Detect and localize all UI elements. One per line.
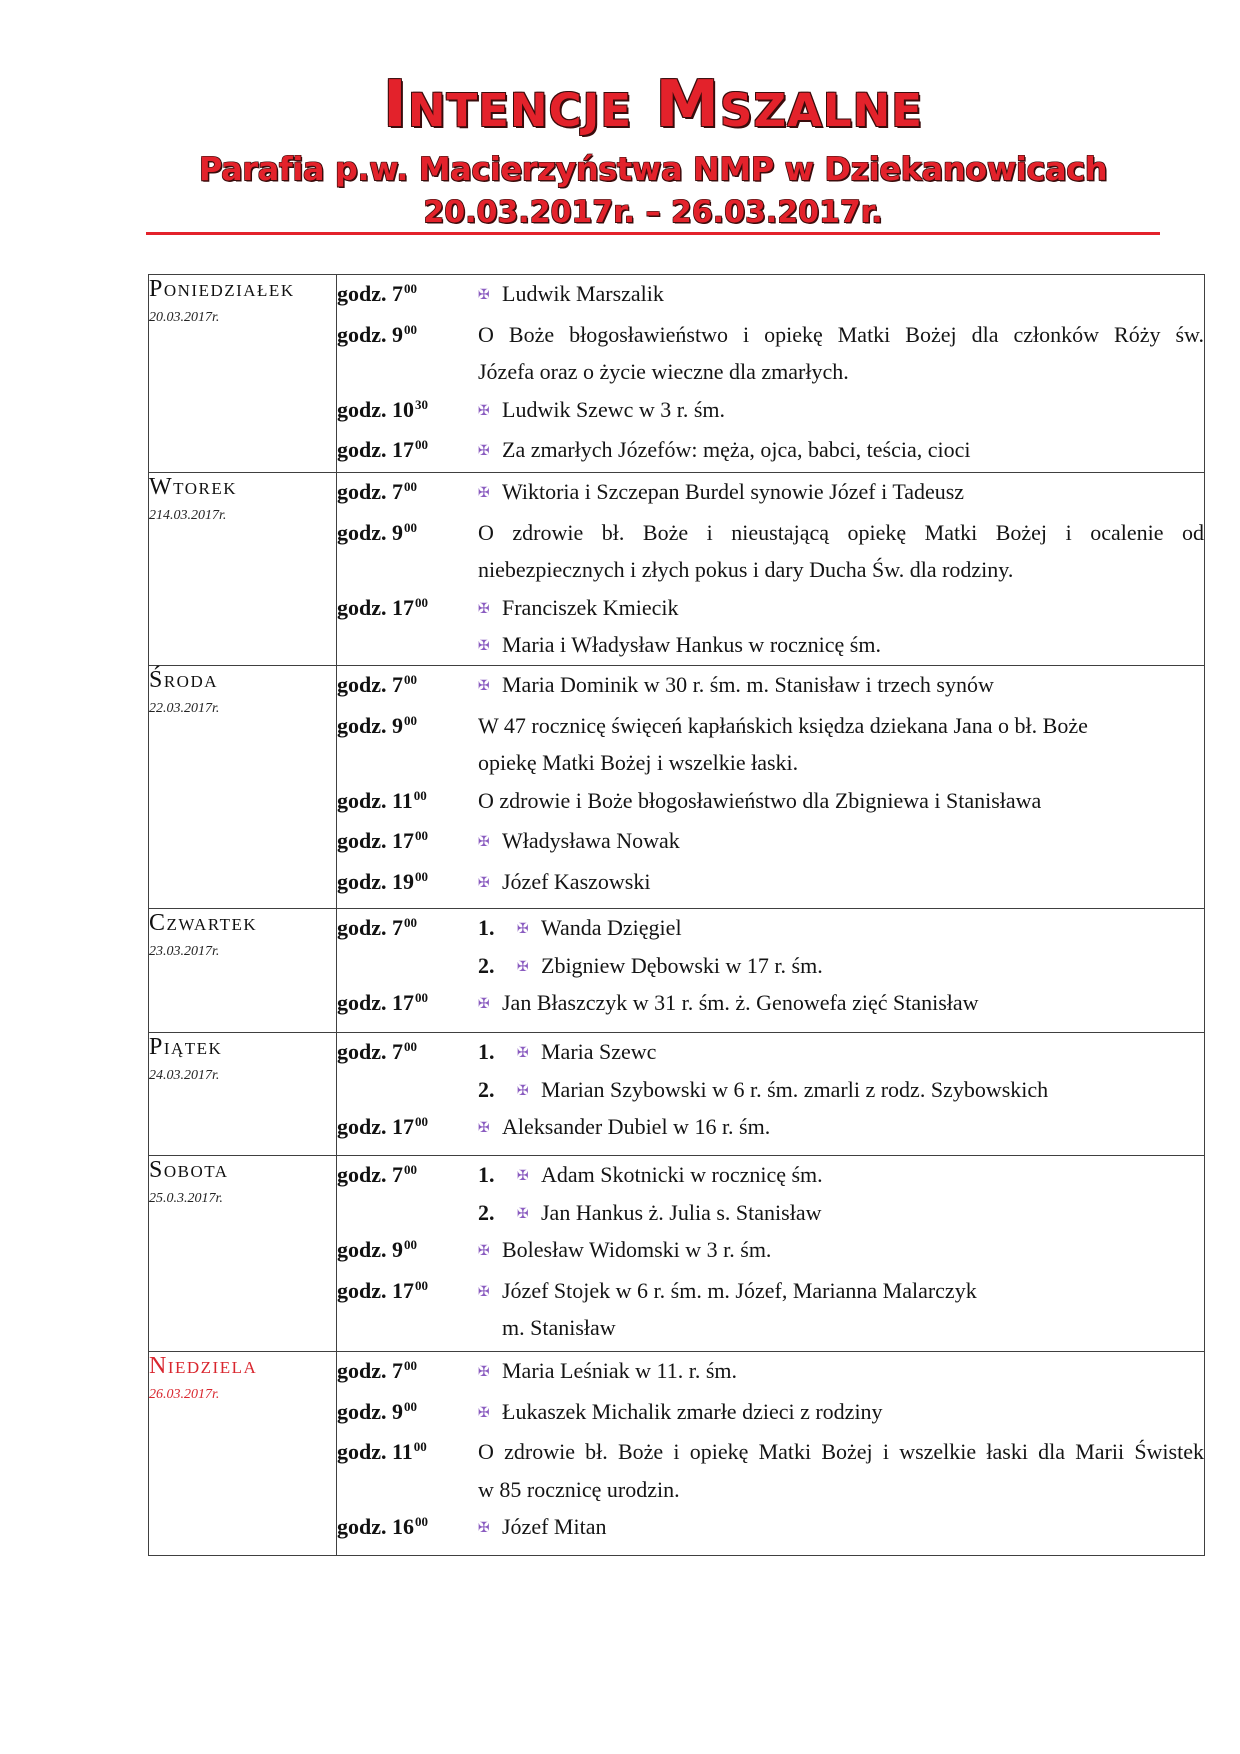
mass-entry: [337, 822, 1204, 863]
time-minutes: 00: [404, 1357, 417, 1373]
mass-list: [337, 1032, 1205, 1155]
intention-line: [478, 589, 1204, 627]
intention-line: [478, 391, 1204, 429]
mass-time: [337, 1272, 478, 1313]
intention: [478, 431, 1204, 469]
day-row: [149, 908, 1205, 1032]
time-prefix: godz.: [337, 396, 387, 422]
page-title: Intencje Mszalne: [383, 68, 923, 142]
mass-entry: [337, 431, 1204, 472]
intention-list: [478, 984, 1204, 1022]
intention-line: [478, 1156, 1204, 1194]
intention-line: [478, 1194, 1204, 1232]
maltese-cross-icon: [517, 1046, 541, 1060]
time-prefix: godz.: [337, 478, 387, 504]
day-row: [149, 1155, 1205, 1351]
intention-line: [478, 1508, 1204, 1546]
mass-time: [337, 275, 478, 316]
intention: [478, 947, 1204, 985]
mass-entry: [337, 1352, 1204, 1393]
intention: [478, 391, 1204, 429]
time-hour: 7: [392, 1161, 403, 1187]
maltese-cross-icon: [517, 960, 541, 974]
intention-list: [478, 1508, 1204, 1546]
intention-text: Jan Hankus ż. Julia s. Stanisław: [541, 1199, 822, 1225]
intention-line: [478, 275, 1204, 313]
intention-list: [478, 316, 1204, 391]
time-hour: 17: [392, 990, 414, 1016]
mass-time: [337, 1108, 478, 1149]
time-prefix: godz.: [337, 1357, 387, 1383]
time-minutes: 00: [404, 478, 417, 494]
time-minutes: 00: [415, 1114, 428, 1130]
intention-line: [478, 947, 1204, 985]
intention-line: [478, 863, 1204, 901]
intention-list: [478, 863, 1204, 901]
time-prefix: godz.: [337, 437, 387, 463]
time-minutes: 00: [413, 787, 427, 803]
day-cell: [149, 1032, 337, 1155]
time-minutes: 00: [415, 1514, 428, 1530]
time-hour: 7: [392, 1038, 403, 1064]
mass-list: [337, 1351, 1205, 1555]
day-row: [149, 665, 1205, 908]
intention-line: [478, 984, 1204, 1022]
mass-time: [337, 1433, 478, 1474]
maltese-cross-icon: [478, 602, 502, 616]
intention: [478, 707, 1204, 782]
time-hour: 11: [392, 787, 413, 813]
intention-text: O zdrowie bł. Boże i nieustającą opiekę Matki Bożej i ocalenie od: [478, 519, 1204, 545]
intention-list: [478, 666, 1204, 704]
time-prefix: godz.: [337, 828, 387, 854]
mass-entry: [337, 275, 1204, 316]
intention-text: Maria Dominik w 30 r. śm. m. Stanisław i trzech synów: [502, 671, 994, 697]
intention-list: [478, 391, 1204, 429]
intention-line: [478, 1272, 1204, 1310]
time-prefix: godz.: [337, 914, 387, 940]
mass-time: [337, 1231, 478, 1272]
mass-time: [337, 391, 478, 432]
time-minutes: 00: [415, 868, 428, 884]
maltese-cross-icon: [478, 1521, 502, 1535]
date-range: 20.03.2017r. – 26.03.2017r.: [423, 195, 883, 230]
intention-list: [478, 431, 1204, 469]
intention: [478, 984, 1204, 1022]
mass-entry: [337, 984, 1204, 1025]
intention: [478, 1352, 1204, 1390]
intention-list: [478, 1393, 1204, 1431]
mass-entry: [337, 666, 1204, 707]
day-row: [149, 1351, 1205, 1555]
intention-line: [478, 1231, 1204, 1269]
mass-list: [337, 472, 1205, 665]
intention: [478, 1071, 1204, 1109]
intention-text: Bolesław Widomski w 3 r. śm.: [502, 1237, 772, 1263]
mass-entry: [337, 1108, 1204, 1149]
time-prefix: godz.: [337, 519, 387, 545]
schedule-body: [149, 275, 1205, 1556]
maltese-cross-icon: [478, 835, 502, 849]
intention-text: Wanda Dzięgiel: [541, 914, 682, 940]
mass-list: [337, 275, 1205, 473]
intention: [478, 822, 1204, 860]
time-minutes: 00: [404, 1161, 417, 1177]
time-hour: 17: [392, 1114, 414, 1140]
intention-text: Maria Szewc: [541, 1038, 657, 1064]
maltese-cross-icon: [517, 1169, 541, 1183]
day-name: Piątek: [149, 1033, 223, 1060]
intention: [478, 514, 1204, 589]
mass-entry: [337, 391, 1204, 432]
time-prefix: godz.: [337, 1161, 387, 1187]
title-divider: [146, 232, 1160, 235]
day-date: 25.0.3.2017r.: [149, 1190, 223, 1206]
mass-entry: [337, 1033, 1204, 1108]
mass-time: [337, 822, 478, 863]
intention-text: Józef Kaszowski: [502, 868, 651, 894]
mass-time: [337, 863, 478, 904]
intention-line: [478, 1033, 1204, 1071]
maltese-cross-icon: [478, 1406, 502, 1420]
maltese-cross-icon: [478, 1365, 502, 1379]
time-minutes: 00: [404, 712, 417, 728]
day-cell: [149, 1351, 337, 1555]
intention-list: [478, 514, 1204, 589]
intention: [478, 909, 1204, 947]
day-name: Czwartek: [149, 909, 258, 936]
time-hour: 9: [392, 1398, 403, 1424]
intention-list: [478, 1433, 1204, 1508]
intention-text: Wiktoria i Szczepan Burdel synowie Józef i Tadeusz: [502, 478, 965, 504]
maltese-cross-icon: [478, 639, 502, 653]
intention-number: 1.: [478, 1038, 495, 1064]
mass-entry: [337, 707, 1204, 782]
day-name: Sobota: [149, 1156, 229, 1183]
intention-line: [478, 744, 1204, 782]
time-minutes: 00: [415, 594, 428, 610]
day-date: 22.03.2017r.: [149, 700, 220, 716]
intention-number: 1.: [478, 914, 495, 940]
time-prefix: godz.: [337, 1277, 387, 1303]
time-minutes: 00: [404, 1038, 417, 1054]
intention-number: 2.: [478, 1199, 495, 1225]
maltese-cross-icon: [478, 404, 502, 418]
intention-text: W 47 rocznicę święceń kapłańskich księdza dziekana Jana o bł. Boże: [478, 712, 1088, 738]
intention: [478, 666, 1204, 704]
intention: [478, 589, 1204, 627]
time-minutes: 00: [415, 828, 428, 844]
intention-text: Jan Błaszczyk w 31 r. śm. ż. Genowefa zięć Stanisław: [502, 990, 979, 1016]
time-hour: 7: [392, 478, 403, 504]
intention-list: [478, 1231, 1204, 1269]
time-minutes: 00: [404, 1237, 417, 1253]
intention: [478, 1156, 1204, 1194]
intention-text: Józef Mitan: [502, 1514, 607, 1540]
mass-entry: [337, 589, 1204, 664]
intention-text: opiekę Matki Bożej i wszelkie łaski.: [478, 750, 799, 776]
time-hour: 11: [392, 1439, 413, 1465]
time-hour: 9: [392, 519, 403, 545]
intention-line: [478, 626, 1204, 664]
time-hour: 17: [392, 1277, 414, 1303]
intention-list: [478, 707, 1204, 782]
day-date: 24.03.2017r.: [149, 1067, 220, 1083]
intention-text: O Boże błogosławieństwo i opiekę Matki Bożej dla członków Róży św.: [478, 321, 1204, 347]
intention-text: Adam Skotnicki w rocznicę śm.: [541, 1161, 823, 1187]
intention-text: m. Stanisław: [502, 1315, 616, 1341]
intention: [478, 1272, 1204, 1347]
intention-number: 2.: [478, 952, 495, 978]
mass-time: [337, 431, 478, 472]
intention-list: [478, 589, 1204, 664]
time-prefix: godz.: [337, 1038, 387, 1064]
time-minutes: 00: [404, 281, 417, 296]
time-hour: 10: [392, 396, 414, 422]
intention-line: [478, 1433, 1204, 1471]
intention-text: Aleksander Dubiel w 16 r. śm.: [502, 1114, 771, 1140]
intention-text: w 85 rocznicę urodzin.: [478, 1476, 680, 1502]
mass-time: [337, 984, 478, 1025]
mass-time: [337, 1393, 478, 1434]
time-prefix: godz.: [337, 868, 387, 894]
time-minutes: 00: [404, 321, 417, 337]
time-prefix: godz.: [337, 1439, 387, 1465]
intention-list: [478, 1108, 1204, 1146]
intention: [478, 1508, 1204, 1546]
time-prefix: godz.: [337, 712, 387, 738]
intention-text: Łukaszek Michalik zmarłe dzieci z rodziny: [502, 1398, 883, 1424]
mass-time: [337, 1352, 478, 1393]
intention: [478, 626, 1204, 664]
maltese-cross-icon: [478, 997, 502, 1011]
time-hour: 7: [392, 281, 403, 306]
mass-entry: [337, 473, 1204, 514]
intention-line: [478, 551, 1204, 589]
mass-time: [337, 666, 478, 707]
time-minutes: 30: [415, 396, 428, 412]
mass-time: [337, 707, 478, 748]
maltese-cross-icon: [478, 1285, 502, 1299]
mass-time: [337, 909, 478, 950]
intention-line: [478, 514, 1204, 552]
intention-text: Za zmarłych Józefów: męża, ojca, babci, teścia, cioci: [502, 437, 971, 463]
time-prefix: godz.: [337, 1237, 387, 1263]
intention: [478, 316, 1204, 391]
time-prefix: godz.: [337, 281, 387, 306]
day-row: [149, 472, 1205, 665]
maltese-cross-icon: [517, 1084, 541, 1098]
mass-time: [337, 316, 478, 357]
time-prefix: godz.: [337, 1398, 387, 1424]
intention: [478, 1433, 1204, 1508]
intention-line: [478, 1352, 1204, 1390]
time-hour: 7: [392, 914, 403, 940]
intention-line: [478, 1071, 1204, 1109]
time-minutes: 00: [415, 437, 428, 453]
intention-line: [478, 782, 1204, 820]
day-row: [149, 1032, 1205, 1155]
mass-entry: [337, 1231, 1204, 1272]
intention-line: [478, 1471, 1204, 1509]
mass-entry: [337, 1393, 1204, 1434]
mass-entry: [337, 1272, 1204, 1347]
intention-text: Maria Leśniak w 11. r. śm.: [502, 1357, 738, 1383]
intention-text: Ludwik Marszalik: [502, 281, 664, 306]
maltese-cross-icon: [478, 876, 502, 890]
time-hour: 19: [392, 868, 414, 894]
intention: [478, 782, 1204, 820]
time-minutes: 00: [404, 671, 417, 687]
time-minutes: 00: [413, 1439, 427, 1455]
time-minutes: 00: [404, 1398, 417, 1414]
intention-text: Józefa oraz o życie wieczne dla zmarłych.: [478, 359, 849, 385]
intention: [478, 1231, 1204, 1269]
time-hour: 9: [392, 321, 403, 347]
intention-line: [478, 1108, 1204, 1146]
intention-line: [478, 822, 1204, 860]
day-cell: [149, 275, 337, 473]
time-prefix: godz.: [337, 671, 387, 697]
intention-list: [478, 782, 1204, 820]
time-minutes: 00: [415, 1277, 428, 1293]
time-prefix: godz.: [337, 990, 387, 1016]
intention-list: [478, 1033, 1204, 1108]
day-cell: [149, 472, 337, 665]
maltese-cross-icon: [478, 288, 502, 302]
intention-text: Franciszek Kmiecik: [502, 594, 679, 620]
intention-list: [478, 1156, 1204, 1231]
parish-subtitle: Parafia p.w. Macierzyństwa NMP w Dziekanowicach: [198, 150, 1108, 188]
time-hour: 17: [392, 437, 414, 463]
maltese-cross-icon: [517, 1207, 541, 1221]
maltese-cross-icon: [478, 444, 502, 458]
mass-entry: [337, 514, 1204, 589]
mass-time: [337, 782, 478, 823]
intention-line: [478, 353, 1204, 391]
day-cell: [149, 1155, 337, 1351]
time-hour: 17: [392, 594, 414, 620]
time-hour: 9: [392, 1237, 403, 1263]
time-hour: 16: [392, 1514, 414, 1540]
mass-entry: [337, 863, 1204, 904]
intention: [478, 1194, 1204, 1232]
maltese-cross-icon: [478, 1244, 502, 1258]
intention-text: O zdrowie bł. Boże i opiekę Matki Bożej i wszelkie łaski dla Marii Świstek: [478, 1439, 1204, 1465]
intention-text: Maria i Władysław Hankus w rocznicę śm.: [502, 632, 881, 658]
intention-text: O zdrowie i Boże błogosławieństwo dla Zbigniewa i Stanisława: [478, 787, 1042, 813]
intention-line: [478, 666, 1204, 704]
intention: [478, 1393, 1204, 1431]
time-prefix: godz.: [337, 594, 387, 620]
intention-line: [478, 473, 1204, 511]
day-date: 26.03.2017r.: [149, 1386, 220, 1402]
maltese-cross-icon: [517, 922, 541, 936]
intention: [478, 1033, 1204, 1071]
time-prefix: godz.: [337, 1514, 387, 1540]
mass-entry: [337, 316, 1204, 391]
maltese-cross-icon: [478, 486, 502, 500]
intention-list: [478, 1352, 1204, 1390]
time-minutes: 00: [404, 914, 417, 930]
mass-time: [337, 514, 478, 555]
day-name: Poniedziałek: [149, 276, 295, 302]
day-row: [149, 275, 1205, 473]
time-prefix: godz.: [337, 321, 387, 347]
time-hour: 9: [392, 712, 403, 738]
day-date: 23.03.2017r.: [149, 943, 220, 959]
intention-list: [478, 822, 1204, 860]
intention-list: [478, 275, 1204, 313]
day-date: 214.03.2017r.: [149, 507, 227, 523]
time-minutes: 00: [415, 990, 428, 1006]
intention-list: [478, 909, 1204, 984]
intention-text: Ludwik Szewc w 3 r. śm.: [502, 396, 726, 422]
time-prefix: godz.: [337, 787, 387, 813]
mass-entry: [337, 1156, 1204, 1231]
day-date: 20.03.2017r.: [149, 310, 220, 325]
time-prefix: godz.: [337, 1114, 387, 1140]
intention-text: Władysława Nowak: [502, 828, 680, 854]
day-name: Niedziela: [149, 1352, 258, 1379]
day-name: Środa: [149, 666, 219, 693]
intention-line: [478, 431, 1204, 469]
intention-line: [478, 1393, 1204, 1431]
time-hour: 7: [392, 671, 403, 697]
intention: [478, 1108, 1204, 1146]
day-cell: [149, 908, 337, 1032]
intention-number: 2.: [478, 1076, 495, 1102]
mass-time: [337, 1156, 478, 1197]
mass-entry: [337, 909, 1204, 984]
mass-time: [337, 1033, 478, 1074]
time-hour: 17: [392, 828, 414, 854]
day-name: Wtorek: [149, 473, 238, 500]
intention-text: Marian Szybowski w 6 r. śm. zmarli z rodz. Szybowskich: [541, 1076, 1049, 1102]
mass-time: [337, 589, 478, 630]
day-cell: [149, 665, 337, 908]
intention-line: [478, 707, 1204, 745]
intention-line: [478, 316, 1204, 354]
mass-time: [337, 473, 478, 514]
intention-list: [478, 1272, 1204, 1347]
intention-line: [478, 909, 1204, 947]
intention-text: Józef Stojek w 6 r. śm. m. Józef, Marianna Malarczyk: [502, 1277, 977, 1303]
time-hour: 7: [392, 1357, 403, 1383]
mass-list: [337, 665, 1205, 908]
intention: [478, 275, 1204, 313]
intention-list: [478, 473, 1204, 511]
mass-entry: [337, 782, 1204, 823]
intention: [478, 473, 1204, 511]
mass-list: [337, 908, 1205, 1032]
time-minutes: 00: [404, 519, 417, 535]
intention-number: 1.: [478, 1161, 495, 1187]
maltese-cross-icon: [478, 1121, 502, 1135]
schedule-table: [148, 274, 1205, 1556]
intention: [478, 863, 1204, 901]
mass-list: [337, 1155, 1205, 1351]
intention-text: Zbigniew Dębowski w 17 r. śm.: [541, 952, 823, 978]
mass-entry: [337, 1433, 1204, 1508]
mass-time: [337, 1508, 478, 1549]
intention-text: niebezpiecznych i złych pokus i dary Ducha Św. dla rodziny.: [478, 557, 1014, 583]
mass-entry: [337, 1508, 1204, 1549]
intention-line: [478, 1309, 1204, 1347]
maltese-cross-icon: [478, 679, 502, 693]
